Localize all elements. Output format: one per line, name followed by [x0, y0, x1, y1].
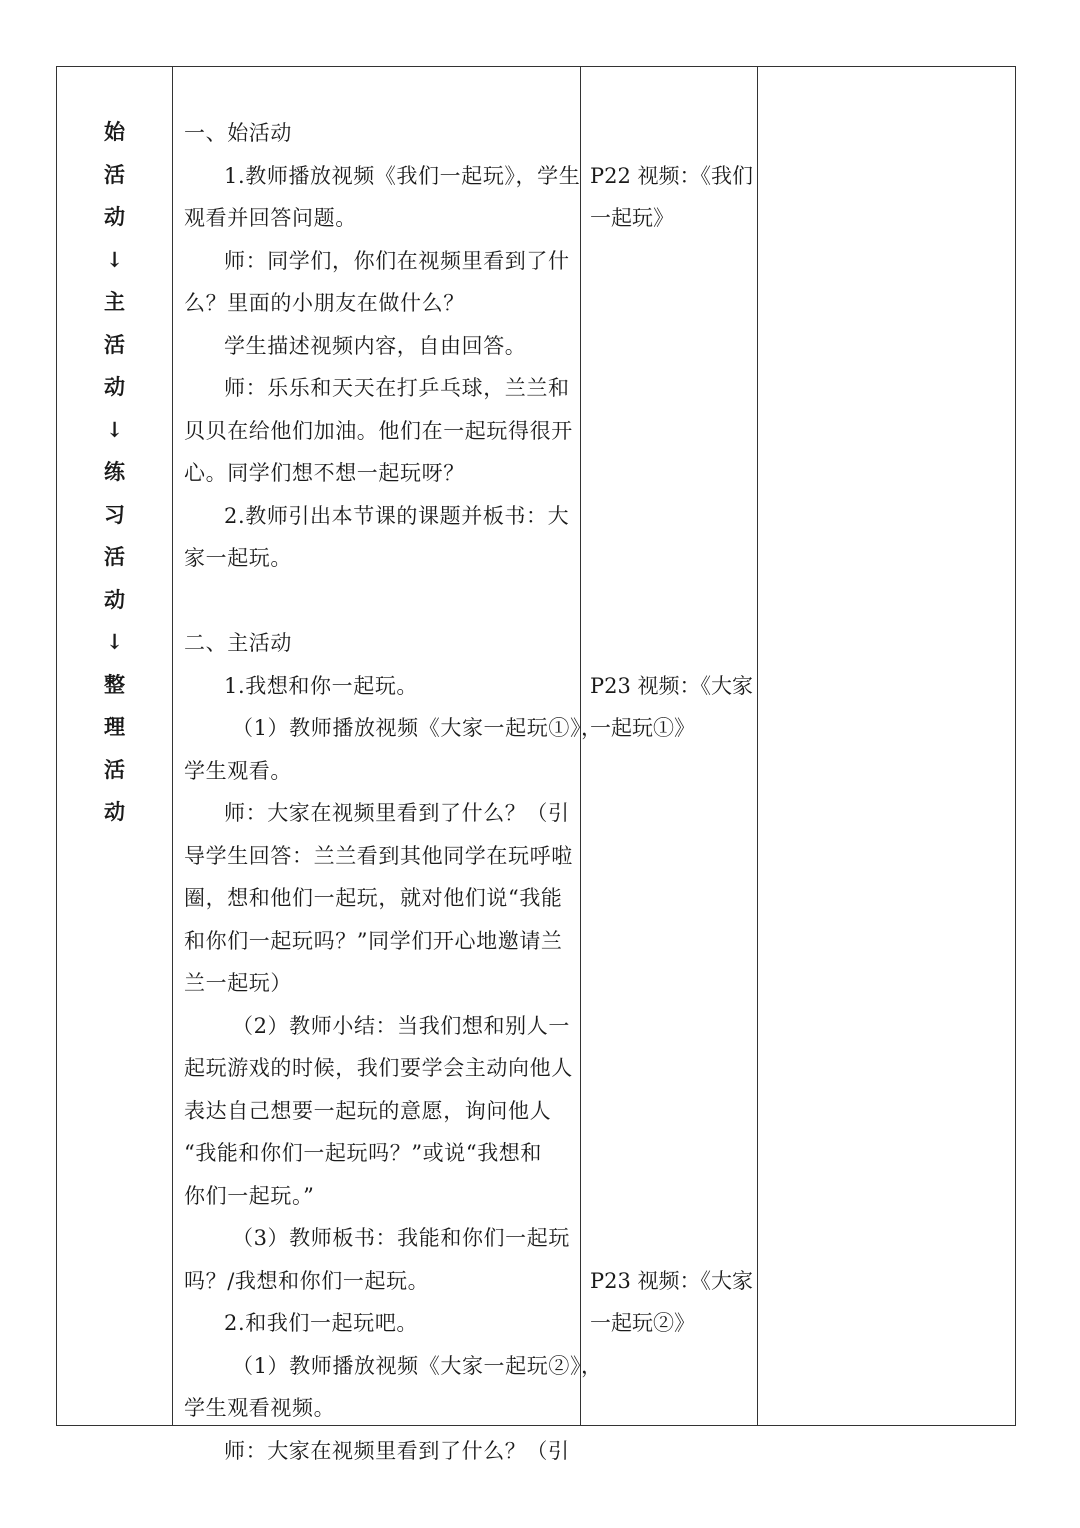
- stage-label-char: 活: [104, 544, 125, 569]
- resource-line: P23 视频：《大家: [590, 673, 754, 698]
- content-line: 师：大家在视频里看到了什么？（引: [224, 1438, 570, 1463]
- stage-label-char: 主: [104, 289, 125, 314]
- content-line: 兰一起玩）: [184, 971, 292, 995]
- resource-line: 一起玩②》: [590, 1311, 695, 1335]
- content-line: 2.和我们一起玩吧。: [224, 1311, 419, 1335]
- content-line: 1.我想和你一起玩。: [224, 673, 419, 698]
- content-line: 1.教师播放视频《我们一起玩》，学生: [224, 163, 581, 188]
- stage-label-char: 活: [104, 161, 125, 187]
- content-line: 学生描述视频内容，自由回答。: [224, 333, 527, 358]
- stage-label-char: 理: [104, 714, 125, 739]
- content-line: 一、始活动: [184, 121, 292, 145]
- stage-label-char: 整: [104, 671, 125, 697]
- content-line: 学生观看视频。: [184, 1396, 336, 1420]
- content-line: （1）教师播放视频《大家一起玩②》，: [232, 1353, 603, 1378]
- content-line: 导学生回答：兰兰看到其他同学在玩呼啦: [184, 843, 573, 868]
- stage-column: [57, 67, 173, 1425]
- content-line: 起玩游戏的时候，我们要学会主动向他人: [184, 1056, 573, 1080]
- stage-label-char: 活: [104, 331, 125, 357]
- stage-label-char: 动: [104, 799, 125, 824]
- notes-column: [758, 67, 1015, 1425]
- content-line: 圈，想和他们一起玩，就对他们说“我能: [184, 886, 563, 910]
- stage-label-char: 练: [104, 459, 125, 484]
- arrow-down-icon: ↓: [105, 246, 124, 272]
- content-line: 师：大家在视频里看到了什么？（引: [224, 801, 570, 825]
- stage-label-char: 始: [104, 119, 125, 144]
- arrow-down-icon: ↓: [105, 629, 124, 654]
- content-line: 师：同学们，你们在视频里看到了什: [224, 248, 570, 273]
- content-line: 贝贝在给他们加油。他们在一起玩得很开: [184, 418, 573, 443]
- content-line: （1）教师播放视频《大家一起玩①》，: [232, 716, 603, 740]
- content-line: 你们一起玩。”: [184, 1183, 315, 1208]
- content-line: 心。同学们想不想一起玩呀？: [184, 461, 465, 485]
- content-line: 和你们一起玩吗？”同学们开心地邀请兰: [184, 928, 563, 953]
- resource-line: P22 视频：《我们: [590, 163, 754, 188]
- stage-label-char: 习: [104, 501, 125, 527]
- content-column: [173, 67, 603, 1463]
- stage-label-char: 动: [104, 586, 125, 612]
- content-line: 2.教师引出本节课的课题并板书：大: [224, 503, 570, 528]
- stage-label-char: 动: [104, 374, 125, 399]
- content-line: 师：乐乐和天天在打乒乓球，兰兰和: [224, 376, 570, 400]
- lesson-plan-table: [56, 66, 1016, 1463]
- content-line: 么？里面的小朋友在做什么？: [184, 291, 465, 315]
- stage-label-char: 动: [104, 204, 125, 229]
- content-line: 表达自己想要一起玩的意愿，询问他人: [184, 1098, 552, 1123]
- resource-line: 一起玩①》: [590, 716, 695, 740]
- resource-column: [581, 67, 758, 1425]
- content-line: “我能和你们一起玩吗？”或说“我想和: [184, 1141, 543, 1165]
- content-line: 吗？/我想和你们一起玩。: [184, 1268, 430, 1293]
- content-line: 学生观看。: [184, 758, 292, 783]
- content-line: 家一起玩。: [184, 546, 292, 570]
- content-line: （3）教师板书：我能和你们一起玩: [232, 1226, 570, 1250]
- content-line: （2）教师小结：当我们想和别人一: [232, 1013, 570, 1038]
- stage-label-char: 活: [104, 756, 125, 782]
- arrow-down-icon: ↓: [105, 416, 124, 442]
- content-line: 二、主活动: [184, 631, 292, 655]
- resource-line: P23 视频：《大家: [590, 1268, 754, 1293]
- resource-line: 一起玩》: [590, 206, 674, 230]
- content-line: 观看并回答问题。: [184, 206, 357, 230]
- stage-labels: [57, 111, 172, 834]
